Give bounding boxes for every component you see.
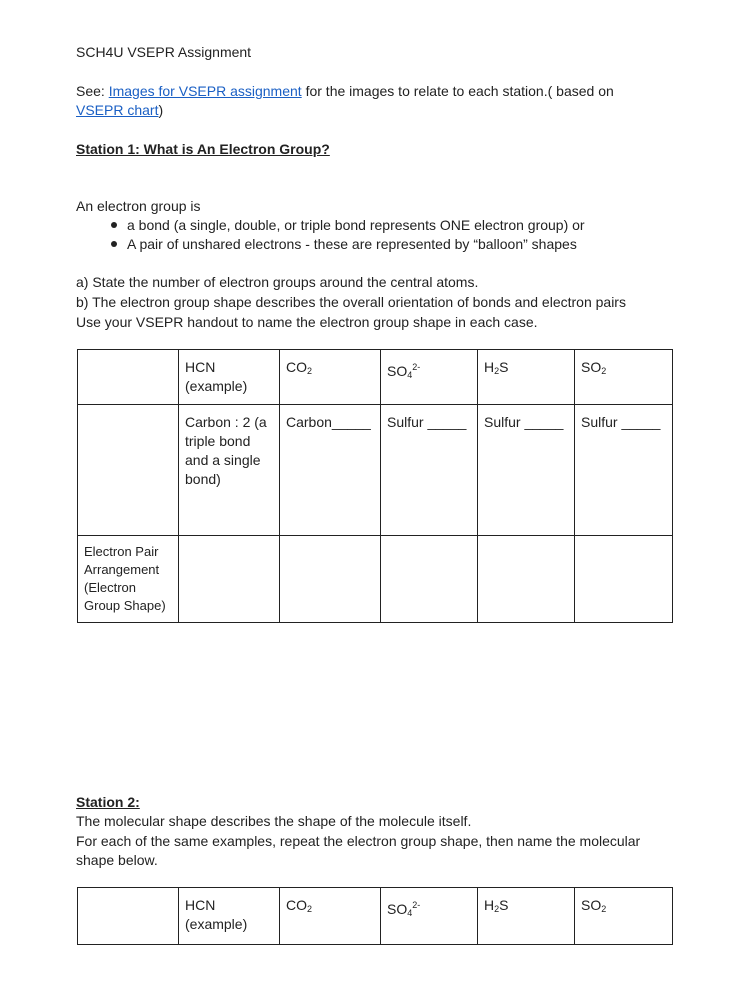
header-h2s: $H_2S$ [478,888,575,945]
bullet-icon [111,222,117,228]
cell-co2-groups: Carbon_____ [280,405,381,536]
see-suffix: for the images to relate to each station.( based on [301,83,614,99]
cell-hcn-groups: Carbon : 2 (a triple bond and a single bond) [179,405,280,536]
table-row [78,888,673,945]
header-so4: $SO_4^{2-}$ [381,350,478,405]
chart-suffix: ) [158,102,164,118]
table-row [78,536,673,623]
table-cell [179,536,280,623]
images-link[interactable]: Images for VSEPR assignment [108,83,302,99]
table-cell [381,536,478,623]
vsepr-chart-link[interactable]: VSEPR chart [76,102,159,118]
cell-h2s-groups: Sulfur _____ [478,405,575,536]
header-so2: $SO_2$ [575,888,673,945]
table-cell [575,536,673,623]
bullet-icon [111,241,117,247]
electron-group-list [105,216,585,254]
station1-table [77,349,673,623]
document-title: SCH4U VSEPR Assignment [76,44,252,60]
table-row [78,350,673,405]
table-cell [78,350,179,405]
station2-heading: Station 2: [76,794,140,810]
header-co2: $CO_2$ [280,888,381,945]
header-hcn: HCN (example) [179,350,280,405]
instruction-a: a) State the number of electron groups around the central atoms. [76,274,479,290]
chart-line [76,101,163,119]
table-cell [280,536,381,623]
station1-intro: An electron group is [76,198,201,214]
instruction-b: b) The electron group shape describes the overall orientation of bonds and electron pairs [76,294,626,310]
list-item: a bond (a single, double, or triple bond represents ONE electron group) or [105,216,585,235]
table-cell [78,405,179,536]
station1-heading: Station 1: What is An Electron Group? [76,141,330,157]
instruction-c: Use your VSEPR handout to name the electron group shape in each case. [76,314,538,330]
header-hcn: HCN (example) [179,888,280,945]
list-item: A pair of unshared electrons - these are represented by “balloon” shapes [105,235,585,254]
see-prefix: See: [76,83,109,99]
cell-so2-groups: Sulfur _____ [575,405,673,536]
table-cell [78,888,179,945]
station2-table [77,887,673,945]
table-cell [478,536,575,623]
row-label-electron-pair: Electron Pair Arrangement (Electron Group Shape) [78,536,179,623]
header-so2: $SO_2$ [575,350,673,405]
station2-line-3: shape below. [76,852,158,868]
header-co2: $CO_2$ [280,350,381,405]
header-so4: $SO_4^{2-}$ [381,888,478,945]
table-row [78,405,673,536]
station2-line-1: The molecular shape describes the shape of the molecule itself. [76,813,472,829]
cell-so4-groups: Sulfur _____ [381,405,478,536]
see-line [76,82,614,100]
station2-line-2: For each of the same examples, repeat the electron group shape, then name the molecular [76,833,641,849]
header-h2s: $H_2S$ [478,350,575,405]
